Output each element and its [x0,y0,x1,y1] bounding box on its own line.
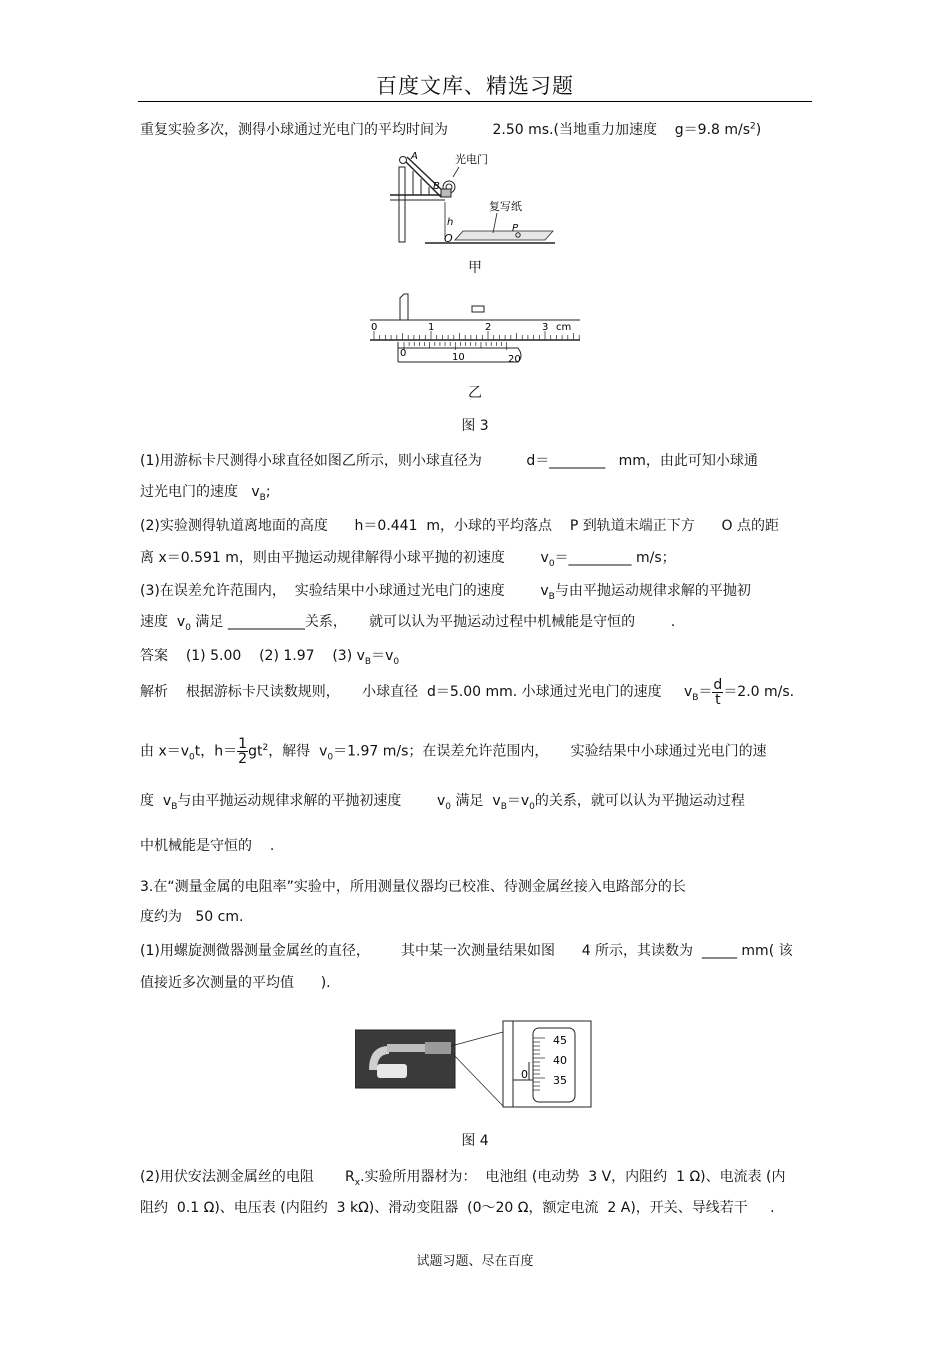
label-B: B [433,181,440,192]
p3-line2: 度约为 50 cm. [140,909,244,925]
figure-yi-caliper [368,290,588,370]
page-header-title: 百度文库、精选习题 [376,74,574,98]
sleeve-0: 0 [521,1068,528,1081]
main-0: 0 [371,322,378,333]
answer-line: 答案 (1) 5.00 (2) 1.97 (3) $v_B=v_0$ [140,648,400,667]
q1-line2: 过光电门的速度 $v_B$; [140,484,271,503]
main-3: 3 [542,322,549,333]
vernier-20: 20 [508,354,521,365]
analysis-line3: 度 $v_B$与由平抛运动规律求解的平抛初速度 $v_0$ 满足 $v_B=v_0$的关系，就可以认为平抛运动过程 [140,793,745,812]
label-A: A [411,151,418,162]
main-2: 2 [485,322,492,333]
page-footer: 试题习题、尽在百度 [416,1254,534,1269]
thimble-45: 45 [553,1034,567,1047]
label-photogate: 光电门 [455,153,488,166]
q2-line1: (2)实验测得轨道离地面的高度 h＝0.441 m，小球的平均落点 P 到轨道末端正下方 O 点的距 [140,518,779,534]
fraction-one-half: $\frac{1}{2}$ [238,736,248,768]
header-rule [138,101,812,102]
main-unit: cm [556,322,572,333]
figure-jia-caption: 甲 [468,260,482,276]
figure4-caption: 图 4 [461,1133,489,1149]
p3q1-line1: (1)用螺旋测微器测量金属丝的直径， 其中某一次测量结果如图 4 所示，其读数为 _____ mm( 该 [140,943,793,959]
q2-line2: 离 x＝0.591 m，则由平抛运动规律解得小球平抛的初速度 $v_0=\_\_\_\_\_\_\_\_\_$ m/s； [140,550,676,569]
fraction-d-over-t: $\frac{d}{t}$ [713,676,723,708]
figure3-caption: 图 3 [461,418,489,434]
q3-line2: 速度 $v_0$ 满足 ___________关系， 就可以认为平抛运动过程中机械能是守恒的 . [140,614,676,633]
main-1: 1 [428,322,435,333]
label-P: P [512,223,519,234]
figure-jia-apparatus [385,147,565,247]
label-O: O [444,232,453,245]
figure-yi-caption: 乙 [468,385,482,401]
analysis-line1: 解析 根据游标卡尺读数规则， 小球直径 d＝5.00 mm. 小球通过光电门的速度 $v_B=$ $\frac{d}{t}$ ＝2.0 m/s. [140,676,795,708]
thimble-35: 35 [553,1074,567,1087]
p3-line1: 3.在“测量金属的电阻率”实验中，所用测量仪器均已校准、待测金属丝接入电路部分的长 [140,879,686,895]
label-h: h [447,217,454,228]
vernier-ticks [404,342,507,350]
label-carbon-paper: 复写纸 [489,200,522,213]
q3-line1: (3)在误差允许范围内， 实验结果中小球通过光电门的速度 $v_B$与由平抛运动规律求解的平抛初 [140,583,751,602]
analysis-line4: 中机械能是守恒的 . [140,838,275,854]
vernier-0: 0 [400,348,407,359]
figure4-micrometer [355,1018,595,1110]
thimble-40: 40 [553,1054,567,1067]
q1-line1: (1)用游标卡尺测得小球直径如图乙所示，则小球直径为 d＝________ mm，由此可知小球通 [140,453,758,469]
intro-line: 重复实验多次，测得小球通过光电门的平均时间为 2.50 ms.(当地重力加速度 g＝9.8 $m/s^2$) [140,121,762,138]
main-scale-ticks [374,331,579,340]
p3q2-line2: 阻约 0.1 Ω)、电压表 (内阻约 3 kΩ)、滑动变阻器 (0～20 Ω，额定电流 2 A)，开关、导线若干 . [140,1200,775,1216]
analysis-line2: 由 $x=v_0t$，h＝ $\frac{1}{2}$ $gt^2$，解得 $v_0=1.97$ m/s；在误差允许范围内， 实验结果中小球通过光电门的速 [140,736,767,768]
vernier-10: 10 [452,352,465,363]
p3q2-line1: (2)用伏安法测金属丝的电阻 $R_x$.实验所用器材为： 电池组 (电动势 3 V，内阻约 1 Ω)、电流表 (内 [140,1169,786,1188]
p3q1-line2: 值接近多次测量的平均值 ). [140,975,331,991]
